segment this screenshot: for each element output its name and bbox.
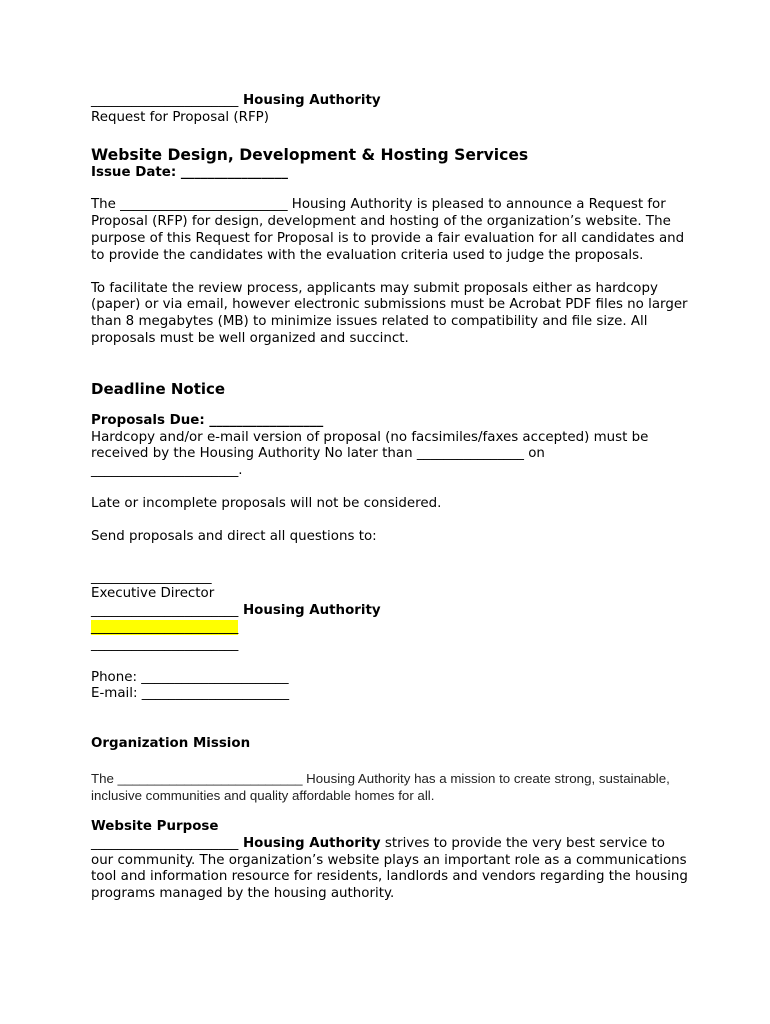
header-org: Housing Authority	[238, 93, 381, 108]
contact-email: E-mail: ______________________	[91, 686, 290, 702]
contact-address-1	[91, 620, 691, 637]
header-line	[91, 93, 691, 110]
contact-phone: Phone: ______________________	[91, 669, 289, 685]
contact-org-line	[91, 603, 691, 620]
deadline-paragraph: Hardcopy and/or e-mail version of proposal (no facsimiles/faxes accepted) must be received by the Housing Authority No later than ________________ on ______________________.	[91, 429, 649, 479]
intro-paragraph-1: The _________________________ Housing Authority is pleased to announce a Request for Proposal (RFP) for design, development and hosting of the organization’s website. The purpose of this Request for Proposal is to provide a fair evaluation for all candidates and to provide the candidates with the evaluation criteria used to judge the proposals.	[91, 197, 685, 263]
header-blank: ______________________	[91, 93, 239, 108]
proposals-due-label: Proposals Due:	[91, 412, 205, 428]
mission-text: The _________________________ Housing Authority has a mission to create strong, sustainable, inclusive communities and quality affordable homes for all.	[91, 770, 670, 803]
proposals-due-blank: _________________	[204, 412, 324, 428]
highlighted-address-blank: ______________________	[91, 619, 239, 635]
signature-line: __________________	[91, 569, 212, 585]
mission-heading: Organization Mission	[91, 736, 251, 752]
header-subtitle: Request for Proposal (RFP)	[91, 109, 269, 125]
purpose-org: Housing Authority	[238, 835, 381, 851]
document-page	[91, 93, 691, 903]
intro-paragraph-2: To facilitate the review process, applicants may submit proposals either as hardcopy (paper) or via email, however electronic submissions must be Acrobat PDF files no larger than 8 megabytes (MB) to minimize issues related to compatibility and file size. All proposals must be well organized and succinct.	[91, 280, 688, 346]
purpose-text: strives to provide the very best service to our community. The organization’s website plays an important role as a communications tool and information resource for residents, landlords and vendors regarding the housing programs managed by the housing authority.	[91, 835, 688, 902]
contact-address-2: ______________________	[91, 636, 239, 652]
purpose-blank: ______________________	[91, 835, 239, 851]
late-notice: Late or incomplete proposals will not be considered.	[91, 495, 442, 511]
doc-title: Website Design, Development & Hosting Services	[91, 145, 529, 164]
issue-date-label: Issue Date:	[91, 164, 177, 180]
contact-role: Executive Director	[91, 586, 215, 602]
purpose-paragraph	[91, 836, 691, 903]
send-notice: Send proposals and direct all questions to:	[91, 528, 377, 544]
deadline-heading: Deadline Notice	[91, 379, 226, 398]
contact-org-blank: ______________________	[91, 603, 239, 619]
purpose-heading: Website Purpose	[91, 818, 219, 834]
contact-org-name: Housing Authority	[238, 603, 381, 619]
issue-date	[91, 165, 691, 182]
proposals-due	[91, 413, 691, 430]
issue-date-blank: ________________	[176, 164, 288, 180]
